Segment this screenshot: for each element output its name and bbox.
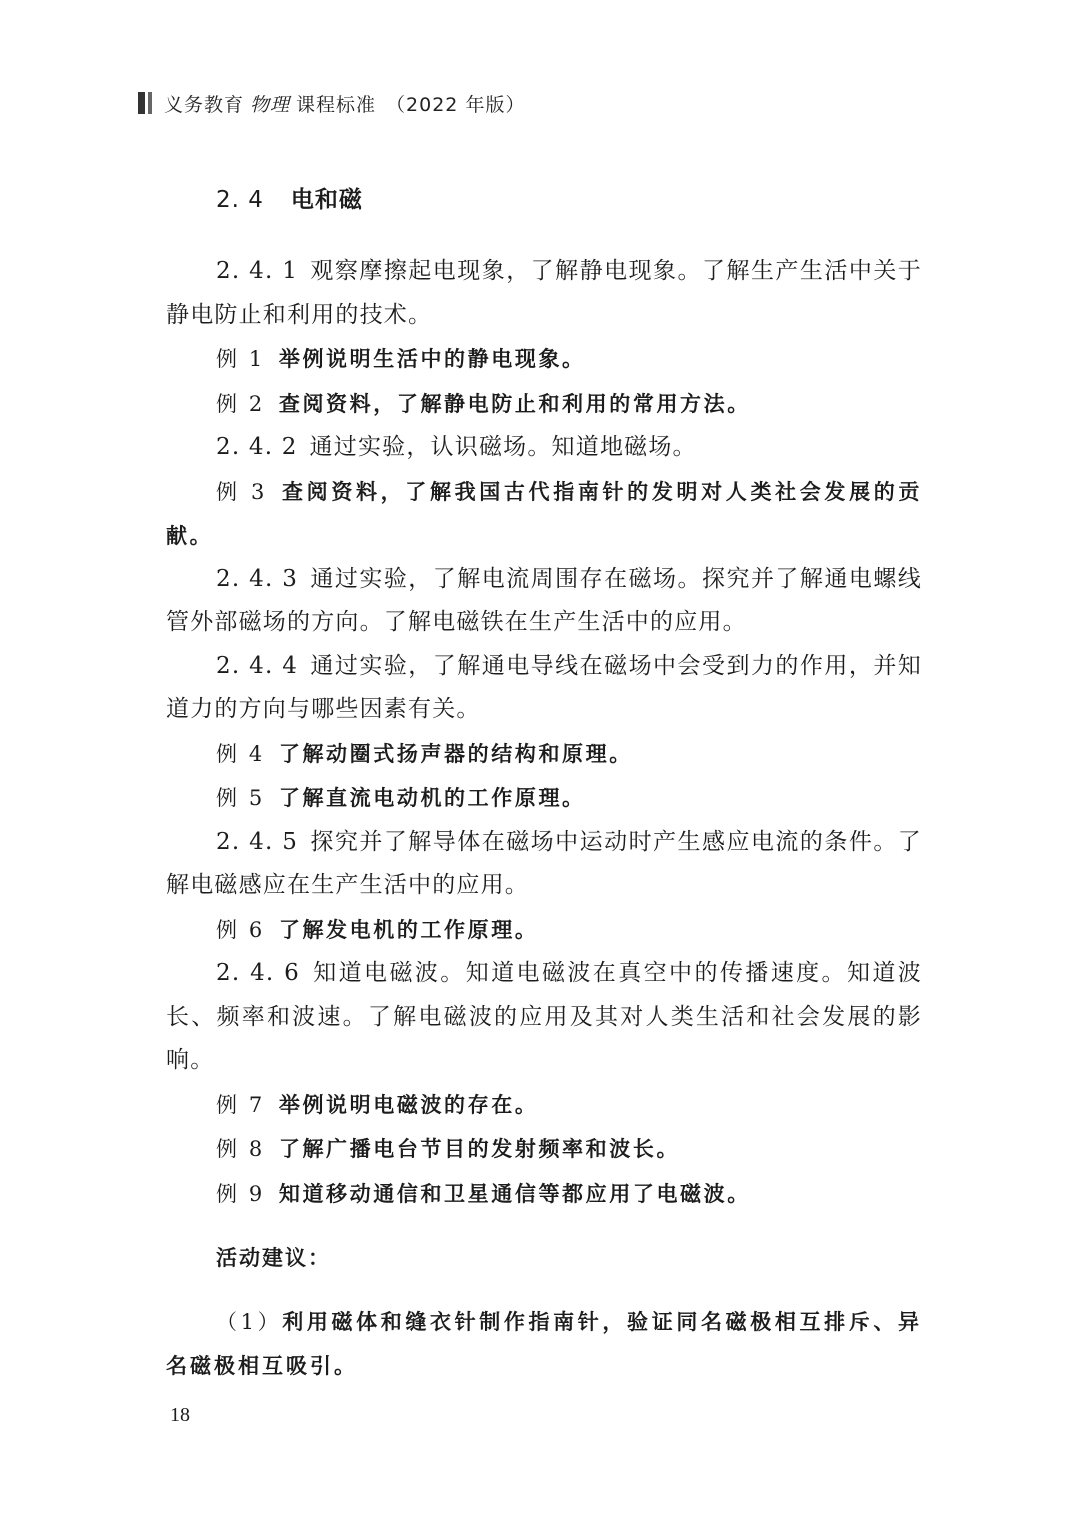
activity-list (166, 1300, 922, 1388)
standards-list (166, 250, 922, 1216)
standard-item (166, 952, 922, 1083)
section-number: 2. 4 (216, 187, 264, 213)
page-content (166, 180, 922, 1388)
section-title: 电和磁 (290, 187, 363, 213)
activity-item (166, 1300, 922, 1388)
standard-item (166, 821, 922, 908)
activity-text: 利用磁体和缝衣针制作指南针，验证同名磁极相互排斥、异名磁极相互吸引。 (166, 1309, 922, 1378)
example-item (166, 1127, 922, 1172)
example-text: 举例说明生活中的静电现象。 (278, 346, 586, 371)
example-text: 了解发电机的工作原理。 (278, 916, 539, 942)
example-label: 例 6 (216, 917, 265, 942)
example-text: 了解动圈式扬声器的结构和原理。 (278, 740, 633, 766)
activity-heading: 活动建议： (216, 1246, 331, 1270)
header-edition: （2022 年版） (386, 93, 526, 116)
example-text: 了解广播电台节目的发射频率和波长。 (278, 1136, 681, 1161)
example-item (166, 1172, 922, 1217)
example-text: 查阅资料，了解我国古代指南针的发明对人类社会发展的贡献。 (166, 478, 922, 548)
header-subject: 物理 (250, 93, 291, 116)
header-title-pre: 义务教育 (164, 93, 245, 116)
example-item (166, 1083, 922, 1128)
standard-item (166, 250, 922, 337)
item-text: 通过实验，了解通电导线在磁场中会受到力的作用，并知道力的方向与哪些因素有关。 (166, 652, 923, 722)
example-item (166, 382, 922, 427)
example-text: 了解直流电动机的工作原理。 (278, 785, 586, 810)
item-number: 2. 4. 3 (216, 565, 299, 592)
item-text: 观察摩擦起电现象，了解静电现象。了解生产生活中关于静电防止和利用的技术。 (166, 258, 923, 328)
item-text: 知道电磁波。知道电磁波在真空中的传播速度。知道波长、频率和波速。了解电磁波的应用及其对人类生活和社会发展的影响。 (166, 960, 922, 1073)
example-label: 例 1 (216, 347, 265, 371)
example-label: 例 7 (216, 1092, 265, 1117)
item-number: 2. 4. 2 (216, 434, 298, 460)
example-label: 例 3 (216, 479, 267, 504)
example-label: 例 4 (216, 741, 265, 766)
example-text: 查阅资料，了解静电防止和利用的常用方法。 (278, 390, 751, 416)
activity-number: （1） (216, 1310, 283, 1334)
item-text: 通过实验，了解电流周围存在磁场。探究并了解通电螺线管外部磁场的方向。了解电磁铁在生产生活中的应用。 (166, 565, 923, 635)
example-item (166, 337, 922, 382)
example-item (166, 908, 922, 953)
standard-item (166, 645, 922, 732)
item-text: 通过实验，认识磁场。知道地磁场。 (309, 434, 697, 460)
example-label: 例 5 (216, 786, 265, 810)
example-item (166, 732, 922, 777)
item-text: 探究并了解导体在磁场中运动时产生感应电流的条件。了解电磁感应在生产生活中的应用。 (166, 828, 923, 898)
header-bars-icon (138, 92, 152, 114)
example-label: 例 8 (216, 1137, 265, 1161)
item-number: 2. 4. 5 (216, 828, 299, 855)
example-item (166, 470, 922, 558)
standard-item (166, 426, 922, 470)
item-number: 2. 4. 4 (216, 652, 299, 679)
item-number: 2. 4. 1 (216, 258, 299, 284)
header-title-post: 课程标准 (296, 93, 377, 116)
section-heading (216, 180, 922, 220)
item-number: 2. 4. 6 (216, 960, 300, 986)
standard-item (166, 558, 922, 645)
page-number: 18 (170, 1404, 190, 1426)
running-header (138, 88, 525, 118)
example-label: 例 9 (216, 1181, 265, 1206)
example-label: 例 2 (216, 391, 265, 416)
example-text: 知道移动通信和卫星通信等都应用了电磁波。 (278, 1180, 751, 1206)
example-text: 举例说明电磁波的存在。 (278, 1091, 539, 1117)
example-item (166, 776, 922, 821)
